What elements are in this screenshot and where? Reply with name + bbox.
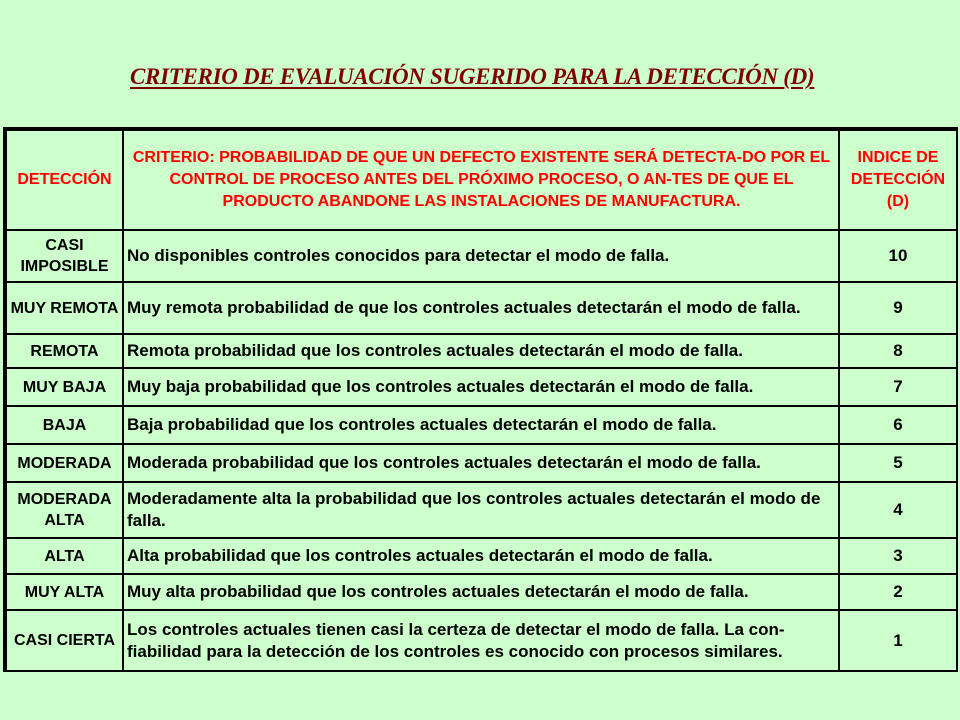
table-row — [6, 482, 957, 538]
detection-index: 1 — [839, 610, 957, 671]
detection-level: REMOTA — [6, 334, 123, 368]
detection-index: 7 — [839, 368, 957, 406]
header-detection-index: INDICE DE DETECCIÓN (D) — [839, 130, 957, 230]
detection-index: 6 — [839, 406, 957, 444]
detection-index: 10 — [839, 230, 957, 282]
detection-criterion: Muy alta probabilidad que los controles actuales detectarán el modo de falla. — [123, 574, 839, 610]
detection-level: CASI CIERTA — [6, 610, 123, 671]
table-header-row — [6, 130, 957, 230]
detection-index: 9 — [839, 282, 957, 334]
detection-index: 4 — [839, 482, 957, 538]
detection-level: BAJA — [6, 406, 123, 444]
detection-criterion: Moderada probabilidad que los controles actuales detectarán el modo de falla. — [123, 444, 839, 482]
detection-level: MODERADA ALTA — [6, 482, 123, 538]
detection-criterion: Baja probabilidad que los controles actuales detectarán el modo de falla. — [123, 406, 839, 444]
table-row — [6, 406, 957, 444]
table-row — [6, 282, 957, 334]
table-row — [6, 368, 957, 406]
detection-criterion: Alta probabilidad que los controles actuales detectarán el modo de falla. — [123, 538, 839, 574]
table-row — [6, 574, 957, 610]
detection-criterion: No disponibles controles conocidos para detectar el modo de falla. — [123, 230, 839, 282]
table-row — [6, 444, 957, 482]
header-detection: DETECCIÓN — [6, 130, 123, 230]
detection-criterion: Los controles actuales tienen casi la certeza de detectar el modo de falla. La con-fiabilidad para la detección de los controles es conocido con procesos similares. — [123, 610, 839, 671]
detection-index: 2 — [839, 574, 957, 610]
detection-index: 8 — [839, 334, 957, 368]
detection-criteria-table-frame — [3, 127, 958, 672]
detection-level: ALTA — [6, 538, 123, 574]
detection-level: MUY ALTA — [6, 574, 123, 610]
detection-criterion: Remota probabilidad que los controles actuales detectarán el modo de falla. — [123, 334, 839, 368]
detection-level: CASI IMPOSIBLE — [6, 230, 123, 282]
detection-criterion: Muy baja probabilidad que los controles actuales detectarán el modo de falla. — [123, 368, 839, 406]
table-row — [6, 230, 957, 282]
detection-level: MUY BAJA — [6, 368, 123, 406]
table-row — [6, 610, 957, 671]
detection-level: MODERADA — [6, 444, 123, 482]
detection-level: MUY REMOTA — [6, 282, 123, 334]
detection-index: 3 — [839, 538, 957, 574]
page-title: CRITERIO DE EVALUACIÓN SUGERIDO PARA LA DETECCIÓN (D) — [130, 64, 815, 89]
detection-criterion: Muy remota probabilidad de que los controles actuales detectarán el modo de falla. — [123, 282, 839, 334]
table-row — [6, 538, 957, 574]
header-criterion: CRITERIO: PROBABILIDAD DE QUE UN DEFECTO EXISTENTE SERÁ DETECTA-DO POR EL CONTROL DE PROCESO ANTES DEL PRÓXIMO PROCESO, O AN-TES DE QUE EL PRODUCTO ABANDONE LAS INSTALACIONES DE MANUFACTURA. — [123, 130, 839, 230]
detection-index: 5 — [839, 444, 957, 482]
detection-criterion: Moderadamente alta la probabilidad que los controles actuales detectarán el modo de falla. — [123, 482, 839, 538]
detection-criteria-table — [5, 129, 958, 672]
table-row — [6, 334, 957, 368]
